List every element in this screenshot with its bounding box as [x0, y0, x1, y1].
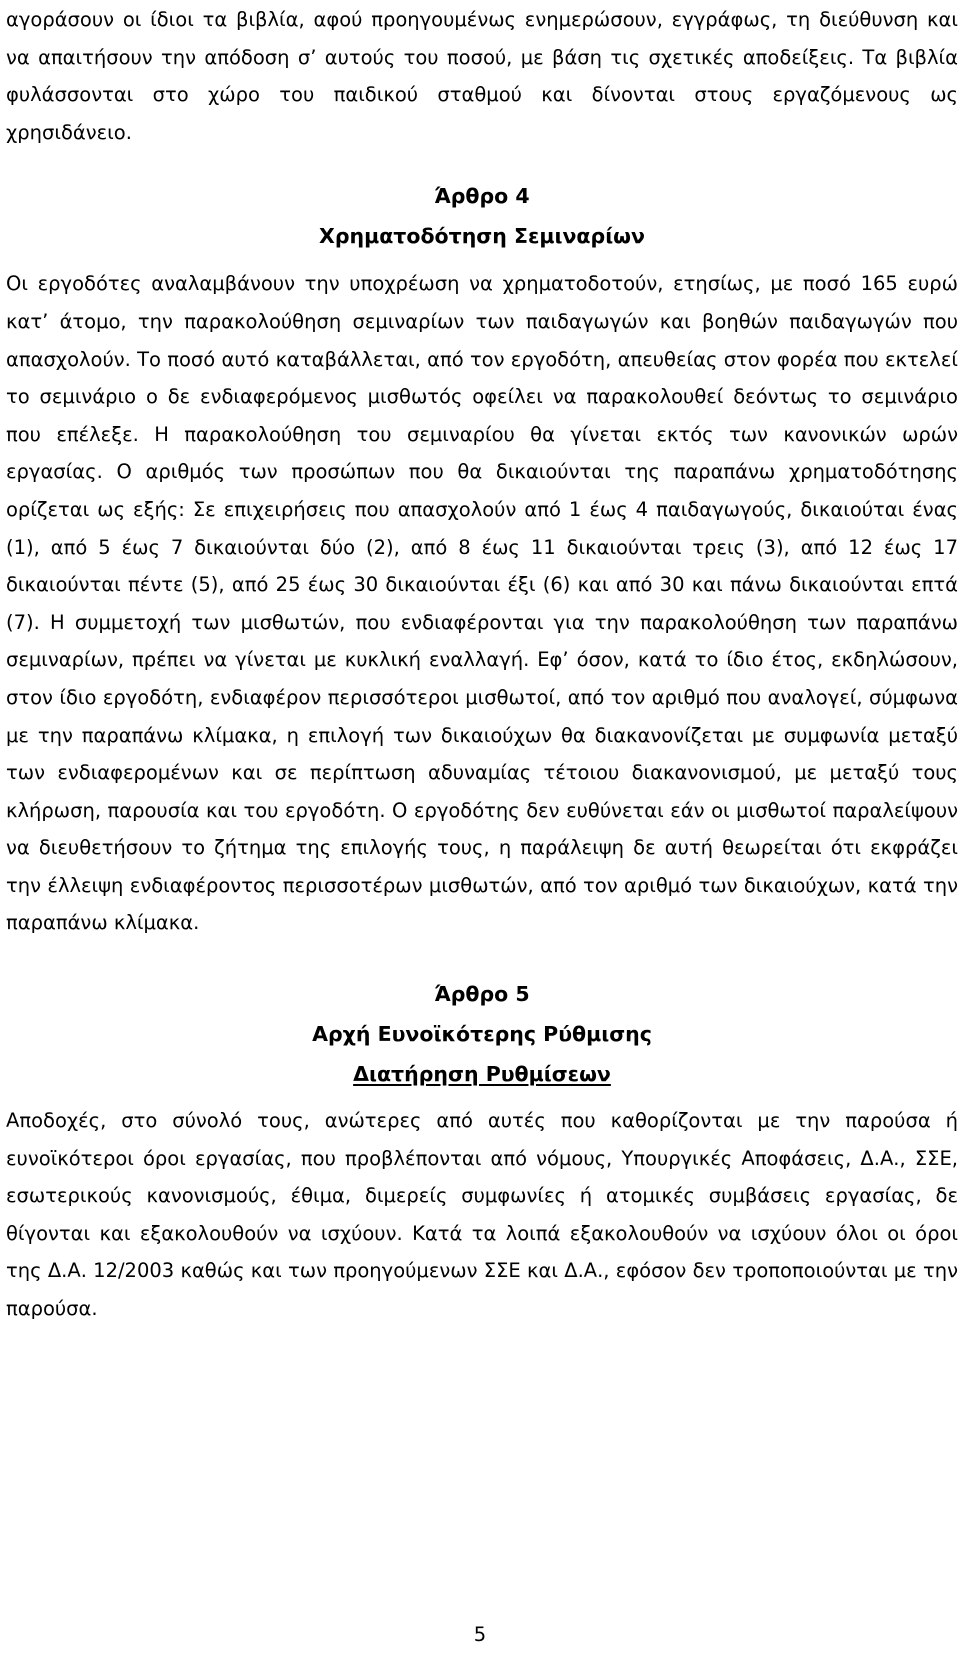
page-number: 5 [473, 1623, 487, 1646]
article-5-number: Άρθρο 5 [434, 982, 530, 1007]
document-page [6, 0, 958, 1328]
article-5-title: Αρχή Ευνοϊκότερης Ρύθμισης [312, 1022, 652, 1047]
article-4-body: Οι εργοδότες αναλαμβάνουν την υποχρέωση να χρηματοδοτούν, ετησίως, με ποσό 165 ευρώ κατ’ άτομο, την παρακολούθηση σεμιναρίων των παιδαγωγών και βοηθών παιδαγωγών που απασχολούν. Το ποσό αυτό καταβάλλεται, από τον εργοδότη, απευθείας στον φορέα που εκτελεί το σεμινάριο ο δε ενδιαφερόμενος μισθωτός οφείλει να παρακολουθεί δεόντως το σεμινάριο που επέλεξε. Η παρακολούθηση του σεμιναρίου θα γίνεται εκτός των κανονικών ωρών εργασίας. Ο αριθμός των προσώπων που θα δικαιούνται της παραπάνω χρηματοδότησης ορίζεται ως εξής: Σε επιχειρήσεις που απασχολούν από 1 έως 4 παιδαγωγούς, δικαιούται ένας (1), από 5 έως 7 δικαιούνται δύο (2), από 8 έως 11 δικαιούνται τρεις (3), από 12 έως 17 δικαιούνται πέντε (5), από 25 έως 30 δικαιούνται έξι (6) και από 30 και πάνω δικαιούνται επτά (7). Η συμμετοχή των μισθωτών, που ενδιαφέρονται για την παρακολούθηση των παραπάνω σεμιναρίων, πρέπει να γίνεται με κυκλική εναλλαγή. Εφ’ όσον, κατά το ίδιο έτος, εκδηλώσουν, στον ίδιο εργοδότη, ενδιαφέρον περισσότεροι μισθωτοί, από τον αριθμό που αναλογεί, σύμφωνα με την παραπάνω κλίμακα, η επιλογή των δικαιούχων θα διακανονίζεται με συμφωνία μεταξύ των ενδιαφερομένων και σε περίπτωση αδυναμίας τέτοιου διακανονισμού, με μεταξύ τους κλήρωση, παρουσία και του εργοδότη. Ο εργοδότης δεν ευθύνεται εάν οι μισθωτοί παραλείψουν να διευθετήσουν το ζήτημα της επιλογής τους, η παράλειψη δε αυτή θεωρείται ότι εκφράζει την έλλειψη ενδιαφέροντος περισσοτέρων μισθωτών, από τον αριθμό των δικαιούχων, κατά την παραπάνω κλίμακα. [6, 272, 958, 935]
article-5-section [6, 974, 958, 1328]
article-5-body: Αποδοχές, στο σύνολό τους, ανώτερες από αυτές που καθορίζονται με την παρούσα ή ευνοϊκότεροι όροι εργασίας, που προβλέπονται από νόμους, Υπουργικές Αποφάσεις, Δ.Α., ΣΣΕ, εσωτερικούς κανονισμούς, έθιμα, διμερείς συμφωνίες ή ατομικές συμβάσεις εργασίας, δε θίγονται και εξακολουθούν να ισχύουν. Κατά τα λοιπά εξακολουθούν να ισχύουν όλοι οι όροι της Δ.Α. 12/2003 καθώς και των προηγούμενων ΣΣΕ και Δ.Α., εφόσον δεν τροποποιούνται με την παρούσα. [6, 1109, 958, 1321]
article-4-title: Χρηματοδότηση Σεμιναρίων [319, 224, 645, 249]
intro-paragraph: αγοράσουν οι ίδιοι τα βιβλία, αφού προηγουμένως ενημερώσουν, εγγράφως, τη διεύθυνση και να απαιτήσουν την απόδοση σ’ αυτούς του ποσού, με βάση τις σχετικές αποδείξεις. Τα βιβλία φυλάσσονται στο χώρο του παιδικού σταθμού και δίνονται στους εργαζόμενους ως χρησιδάνειο. [6, 8, 958, 144]
article-4-section [6, 176, 958, 942]
article-5-subtitle: Διατήρηση Ρυθμίσεων [353, 1062, 611, 1087]
article-4-number: Άρθρο 4 [434, 184, 530, 209]
